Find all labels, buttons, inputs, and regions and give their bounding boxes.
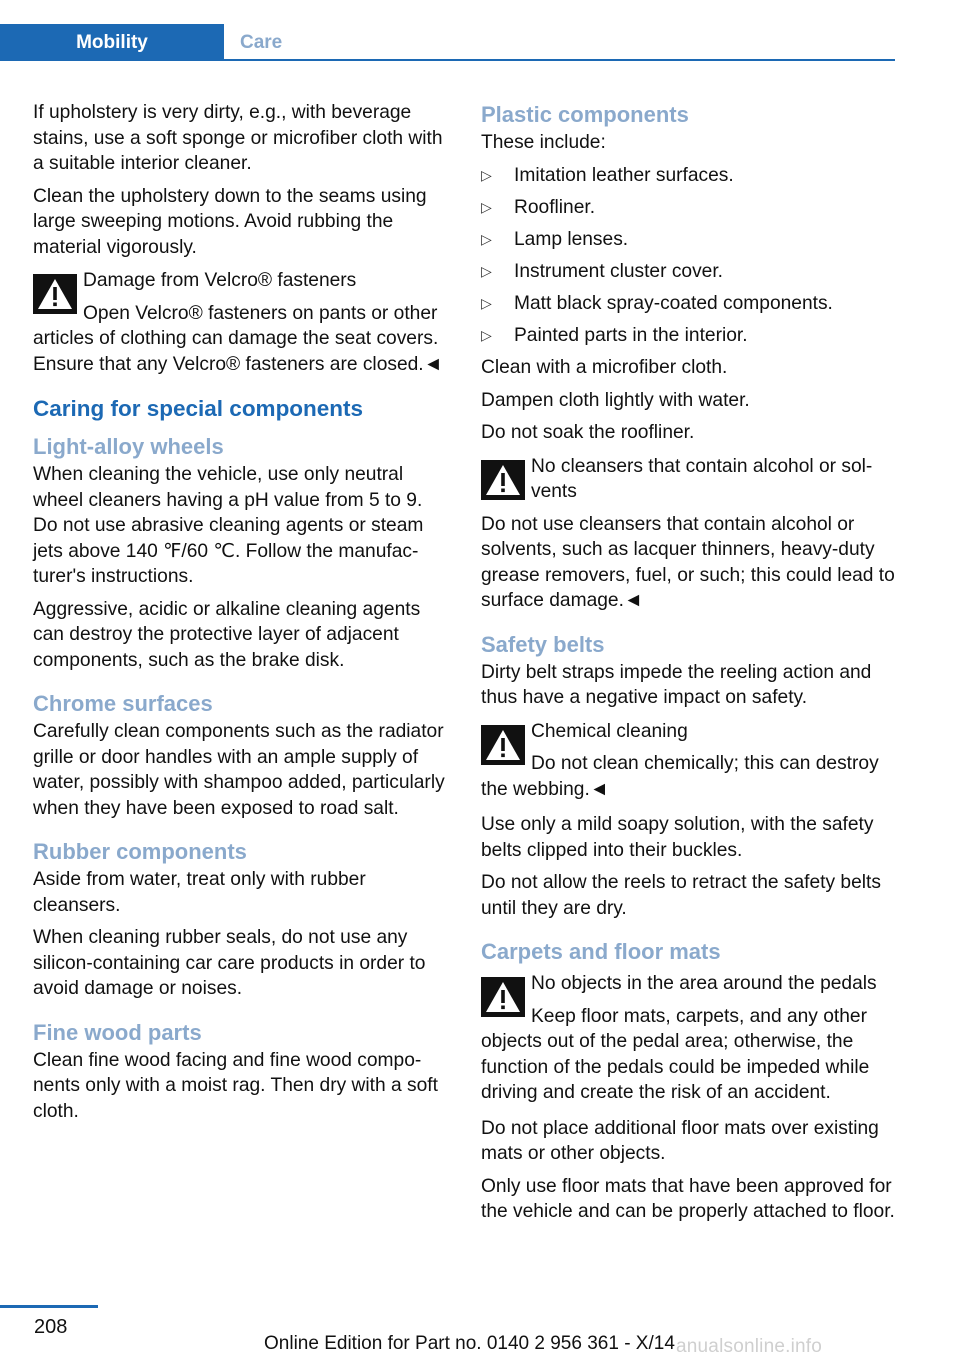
heading-special-components: Caring for special components (33, 396, 364, 421)
list-item-text: Matt black spray-coated components. (514, 292, 833, 314)
warning-pedals (481, 971, 895, 1106)
heading-safety-belts: Safety belts (481, 631, 605, 657)
warning-velcro (33, 268, 447, 377)
section-tabbar (0, 24, 895, 62)
paragraph: Clean with a microfiber cloth. (481, 357, 728, 378)
tab-care-label: Care (240, 32, 283, 53)
list-item (481, 163, 895, 189)
list-item-text: Instrument cluster cover. (514, 260, 724, 282)
triangle-bullet-icon: ▷ (481, 262, 492, 279)
list-item (481, 227, 895, 253)
warning-title: No objects in the area around the pedals (531, 973, 877, 994)
paragraph: When cleaning rubber seals, do not use any silicon-containing car care products in order to avoid damage or noises. (33, 927, 426, 999)
tab-mobility[interactable] (0, 24, 224, 61)
paragraph: Use only a mild soapy solution, with the safety belts clipped into their buckles. (481, 814, 874, 861)
paragraph: When cleaning the vehicle, use only neutral wheel cleaners having a pH value from 5 to 9. Do not use abrasive cleaning agents or steam jets above 140 ℉/60 ℃. Follow the manufacturer's instructions. (33, 464, 424, 587)
warning-body: Do not clean chemically; this can destroy the webbing.◄ (481, 753, 879, 800)
heading-rubber-components: Rubber components (33, 839, 247, 864)
warning-cleansers (481, 454, 895, 614)
warning-title: Damage from Velcro® fasteners (83, 270, 357, 291)
heading-light-alloy-wheels: Light-alloy wheels (33, 434, 224, 459)
warning-triangle-icon (33, 274, 77, 314)
warning-triangle-icon (481, 725, 525, 765)
warning-chemical-cleaning (481, 719, 895, 803)
triangle-bullet-icon: ▷ (481, 198, 492, 215)
paragraph: Do not allow the reels to retract the safety belts until they are dry. (481, 872, 881, 919)
list-item (481, 323, 895, 349)
paragraph: Clean fine wood facing and fine wood components only with a moist rag. Then dry with a soft cloth. (33, 1049, 438, 1122)
paragraph: If upholstery is very dirty, e.g., with beverage stains, use a soft sponge or microfiber cloth with a suitable interior cleaner. (33, 102, 443, 174)
paragraph: Dampen cloth lightly with water. (481, 389, 750, 411)
list-item (481, 195, 895, 221)
tabbar-rule (0, 59, 895, 61)
warning-title: No cleansers that contain alcohol or solvents (531, 455, 873, 502)
heading-plastic-components: Plastic components (481, 102, 689, 127)
plastic-list (481, 163, 895, 349)
tab-care[interactable] (240, 24, 286, 61)
paragraph: Dirty belt straps impede the reeling action and thus have a negative impact on safety. (481, 661, 872, 708)
list-item-text: Lamp lenses. (514, 228, 629, 250)
warning-title: Chemical cleaning (531, 720, 688, 742)
warning-triangle-icon (481, 977, 525, 1017)
paragraph: These include: (481, 132, 606, 153)
warning-body: Keep floor mats, carpets, and any other objects out of the pedal area; otherwise, the function of the pedals could be impeded while driving and create the risk of an accident. (481, 1005, 870, 1103)
list-item (481, 291, 895, 317)
page-number-rule (0, 1305, 98, 1308)
warning-triangle-icon (481, 460, 525, 500)
paragraph: Aside from water, treat only with rubber cleansers. (33, 869, 366, 916)
list-item-text: Painted parts in the interior. (514, 324, 748, 346)
paragraph: Clean the upholstery down to the seams using large sweeping motions. Avoid rubbing the material vigorously. (33, 185, 427, 258)
paragraph: Carefully clean components such as the radiator grille or door handles with an ample supply of water, possibly with shampoo added, particularly when they have been exposed to road salt. (33, 721, 445, 819)
right-column (481, 100, 895, 1232)
list-item-text: Imitation leather surfaces. (514, 164, 734, 186)
triangle-bullet-icon: ▷ (481, 230, 492, 247)
triangle-bullet-icon: ▷ (481, 166, 492, 183)
triangle-bullet-icon: ▷ (481, 326, 492, 343)
paragraph: Only use floor mats that have been approved for the vehicle and can be properly attached to floor. (481, 1175, 895, 1222)
triangle-bullet-icon: ▷ (481, 294, 492, 311)
paragraph: Do not place additional floor mats over existing mats or other objects. (481, 1117, 879, 1164)
heading-chrome-surfaces: Chrome surfaces (33, 691, 213, 716)
page-number: 208 (34, 1316, 68, 1338)
list-item (481, 259, 895, 285)
warning-body: Open Velcro® fasteners on pants or other articles of clothing can damage the seat covers. Ensure that any Velcro® fasteners are closed.◄ (33, 302, 443, 375)
list-item-text: Roofliner. (514, 196, 596, 218)
left-column (33, 100, 447, 1131)
paragraph: Do not soak the roofliner. (481, 422, 695, 443)
warning-body: Do not use cleansers that contain alcohol or solvents, such as lacquer thinners, heavy-duty grease removers, fuel, or such; this could lead to surface damage.◄ (481, 513, 895, 611)
watermark-text: anualsonline.info (676, 1336, 823, 1357)
edition-text: Online Edition for Part no. 0140 2 956 361 - X/14 (264, 1333, 675, 1354)
paragraph: Aggressive, acidic or alkaline cleaning agents can destroy the protective layer of adjacent components, such as the brake disk. (33, 598, 421, 671)
heading-fine-wood-parts: Fine wood parts (33, 1019, 202, 1045)
heading-carpets-floor-mats: Carpets and floor mats (481, 939, 721, 964)
tab-mobility-label: Mobility (76, 32, 148, 53)
